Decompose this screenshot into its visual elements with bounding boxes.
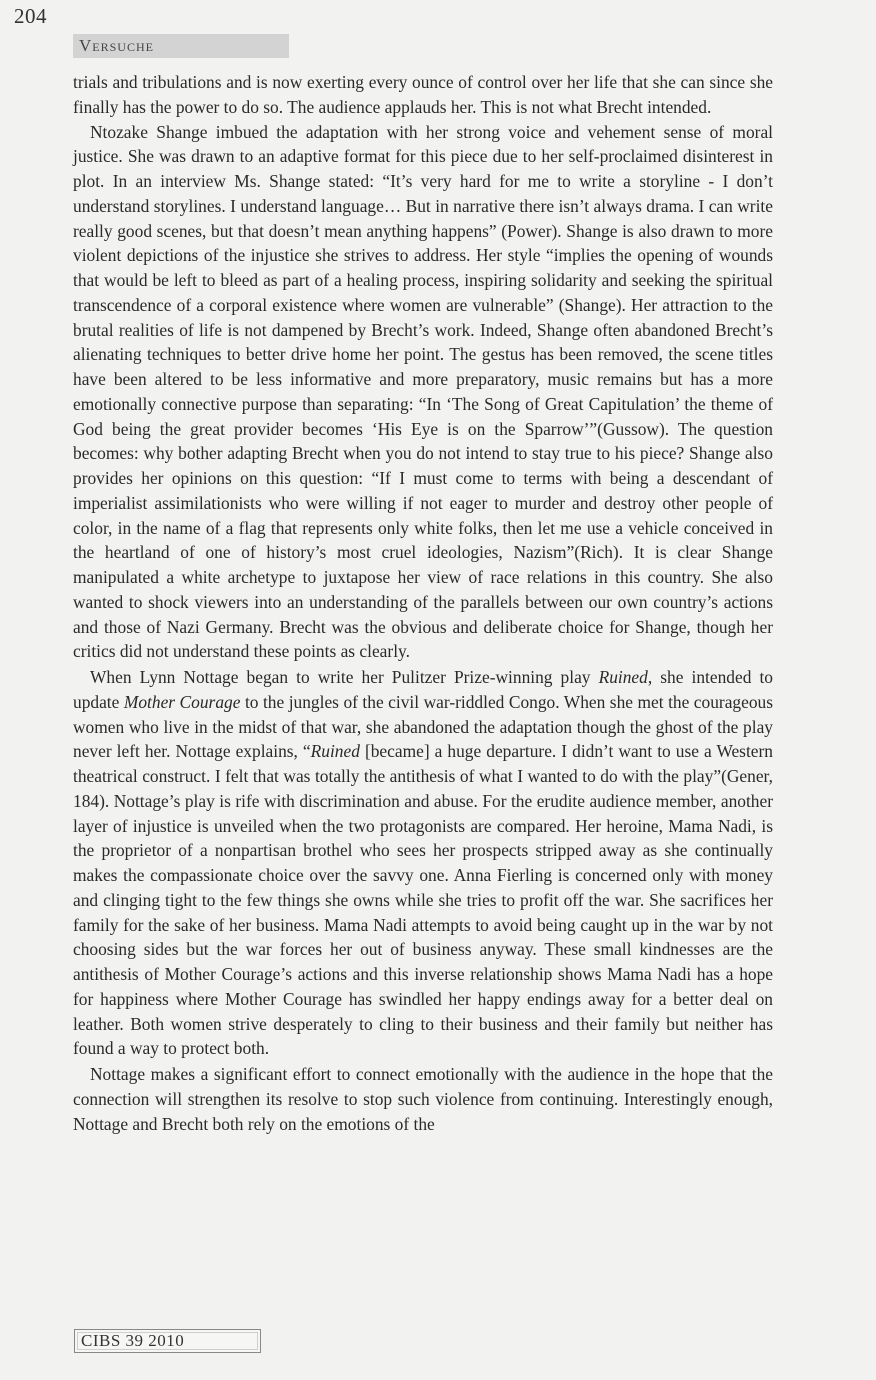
title-ruined: Ruined: [598, 667, 648, 687]
page-number: 204: [14, 4, 47, 28]
paragraph-continuation: trials and tribulations and is now exerting every ounce of control over her life that she can since she finally has the power to do so. The audience applauds her. This is not what Brecht intended.: [73, 72, 773, 117]
paragraph-shange: Ntozake Shange imbued the adaptation with her strong voice and vehement sense of moral justice. She was drawn to an adaptive format for this piece due to her self-proclaimed disinterest in plot. In an interview Ms. Shange stated: “It’s very hard for me to write a storyline - I don’t understand storylines. I understand language… But in narrative there isn’t always drama. I can write really good scenes, but that doesn’t mean anything happens” (Power). Shange is also drawn to more violent depictions of the injustice she strives to address. Her style “implies the opening of wounds that would be left to bleed as part of a healing process, inspiring solidarity and seeking the spiritual transcendence of a corporal existence where women are vulnerable” (Shange). Her attraction to the brutal realities of life is not dampened by Brecht’s work. Indeed, Shange often abandoned Brecht’s alienating techniques to better drive home her point. The gestus has been removed, the scene titles have been altered to be less informative and more preparatory, music remains but has a more emotionally connective purpose than separating: “In ‘The Song of Great Capitulation’ the theme of God being the great provider becomes ‘His Eye is on the Sparrow’”(Gussow). The question becomes: why bother adapting Brecht when you do not intend to stay true to his piece? Shange also provides her opinions on this question: “If I must come to terms with being a descendant of imperialist assimilationists who were willing if not eager to murder and destroy other people of color, in the name of a flag that represents only white folks, then let me use a vehicle conceived in the heartland of one of history’s most cruel ideologies, Nazism”(Rich). It is clear Shange manipulated a white archetype to juxtapose her view of race relations in this country. She also wanted to shock viewers into an understanding of the parallels between our own country’s actions and those of Nazi Germany. Brecht was the obvious and deliberate choice for Shange, though her critics did not understand these points as clearly.: [73, 121, 773, 662]
article-body: [73, 70, 773, 1136]
paragraph-nottage: [73, 665, 773, 1061]
running-head: Versuche: [73, 34, 289, 58]
title-ruined: Ruined: [310, 741, 360, 762]
paragraph-text: When Lynn Nottage began to write her Pulitzer Prize-winning play: [90, 667, 599, 687]
paragraph-text: to the jungles of the civil war-riddled Congo. When she met the courageous women who live in the midst of that war, she abandoned the adaptation though the ghost of the play never left her. Nottage explains, “: [73, 691, 774, 762]
paragraph-emotion: Nottage makes a significant effort to connect emotionally with the audience in the hope that the connection will strengthen its resolve to stop such violence from continuing. Interestingly enough, Nottage and Brecht both rely on the emotions of the: [73, 1064, 773, 1134]
journal-footer-label: CIBS 39 2010: [81, 1331, 185, 1350]
paragraph-text: , she intended to update: [73, 667, 773, 712]
title-mother-courage: Mother Courage: [123, 691, 241, 712]
paragraph-text: [became] a huge departure. I didn’t want to use a Western theatrical construct. I felt that was totally the antithesis of what I wanted to do with the play”(Gener, 184). Nottage’s play is rife with discrimination and abuse. For the erudite audience member, another layer of injustice is unveiled when the two protagonists are compared. Her heroine, Mama Nadi, is the proprietor of a nonpartisan brothel who sees her prospects stripped away as she continually makes the compassionate choice over the savvy one. Anna Fierling is concerned only with money and clinging tight to the few things she owns while she tries to profit off the war. She sacrifices her family for the sake of her business. Mama Nadi attempts to avoid being caught up in the war by not choosing sides but the war forces her out of business anyway. These small kindnesses are the antithesis of Mother Courage’s actions and this inverse relationship shows Mama Nadi has a hope for happiness where Mother Courage has swindled her happy endings away for a better deal on leather. Both women strive desperately to cling to their business and their family but neither has found a way to protect both.: [73, 741, 773, 1059]
journal-footer-badge: [74, 1329, 261, 1353]
